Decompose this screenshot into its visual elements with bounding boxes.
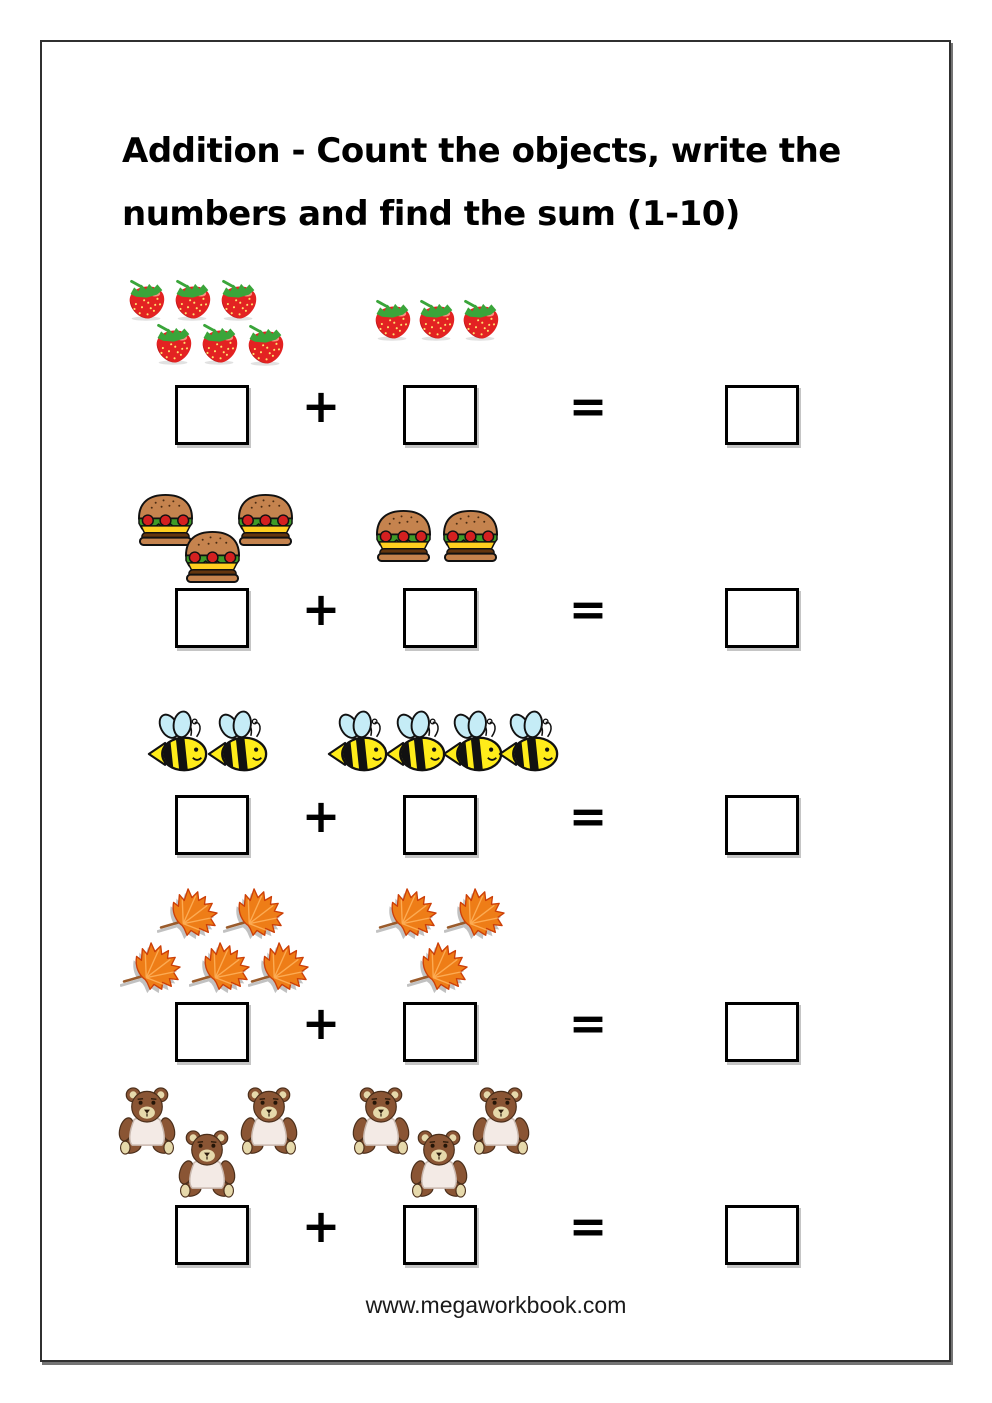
teddy-bear-icon	[409, 1127, 469, 1200]
leaf-icon	[376, 886, 442, 942]
addend1-box[interactable]	[175, 1205, 249, 1265]
plus-sign: +	[301, 1199, 341, 1253]
burger-icon	[439, 507, 502, 562]
burger-icon	[181, 528, 244, 583]
addend2-box[interactable]	[403, 1002, 477, 1062]
strawberry-icon	[457, 297, 505, 341]
equals-sign: =	[568, 379, 608, 433]
plus-sign: +	[301, 379, 341, 433]
strawberry-icon	[215, 277, 263, 321]
leaf-icon	[248, 940, 314, 996]
strawberry-icon	[369, 297, 417, 341]
equals-sign: =	[568, 789, 608, 843]
sum-box[interactable]	[725, 588, 799, 648]
addend1-box[interactable]	[175, 1002, 249, 1062]
strawberry-icon	[242, 322, 290, 366]
leaf-icon	[157, 886, 223, 942]
plus-sign: +	[301, 996, 341, 1050]
addend2-box[interactable]	[403, 385, 477, 445]
strawberry-icon	[413, 297, 461, 341]
sum-box[interactable]	[725, 795, 799, 855]
burger-icon	[372, 507, 435, 562]
sum-box[interactable]	[725, 1002, 799, 1062]
addend2-box[interactable]	[403, 588, 477, 648]
strawberry-icon	[123, 277, 171, 321]
sum-box[interactable]	[725, 1205, 799, 1265]
equals-sign: =	[568, 582, 608, 636]
bee-icon	[497, 709, 560, 776]
teddy-bear-icon	[351, 1084, 411, 1157]
equals-sign: =	[568, 996, 608, 1050]
leaf-icon	[189, 940, 255, 996]
plus-sign: +	[301, 582, 341, 636]
strawberry-icon	[196, 321, 244, 365]
sum-box[interactable]	[725, 385, 799, 445]
addend1-box[interactable]	[175, 385, 249, 445]
addend2-box[interactable]	[403, 1205, 477, 1265]
equals-sign: =	[568, 1199, 608, 1253]
teddy-bear-icon	[239, 1084, 299, 1157]
teddy-bear-icon	[177, 1127, 237, 1200]
addend2-box[interactable]	[403, 795, 477, 855]
bee-icon	[206, 709, 269, 776]
bee-icon	[326, 709, 389, 776]
teddy-bear-icon	[117, 1084, 177, 1157]
bee-icon	[441, 709, 504, 776]
addend1-box[interactable]	[175, 795, 249, 855]
bee-icon	[384, 709, 447, 776]
leaf-icon	[120, 940, 186, 996]
strawberry-icon	[169, 277, 217, 321]
worksheet-title-line1: Addition - Count the objects, write the	[122, 131, 841, 171]
plus-sign: +	[301, 789, 341, 843]
addend1-box[interactable]	[175, 588, 249, 648]
teddy-bear-icon	[471, 1084, 531, 1157]
leaf-icon	[407, 940, 473, 996]
worksheet-title-line2: numbers and find the sum (1-10)	[122, 194, 740, 234]
bee-icon	[146, 709, 209, 776]
strawberry-icon	[150, 321, 198, 365]
footer-url: www.megaworkbook.com	[365, 1292, 627, 1318]
leaf-icon	[223, 886, 289, 942]
leaf-icon	[444, 886, 510, 942]
